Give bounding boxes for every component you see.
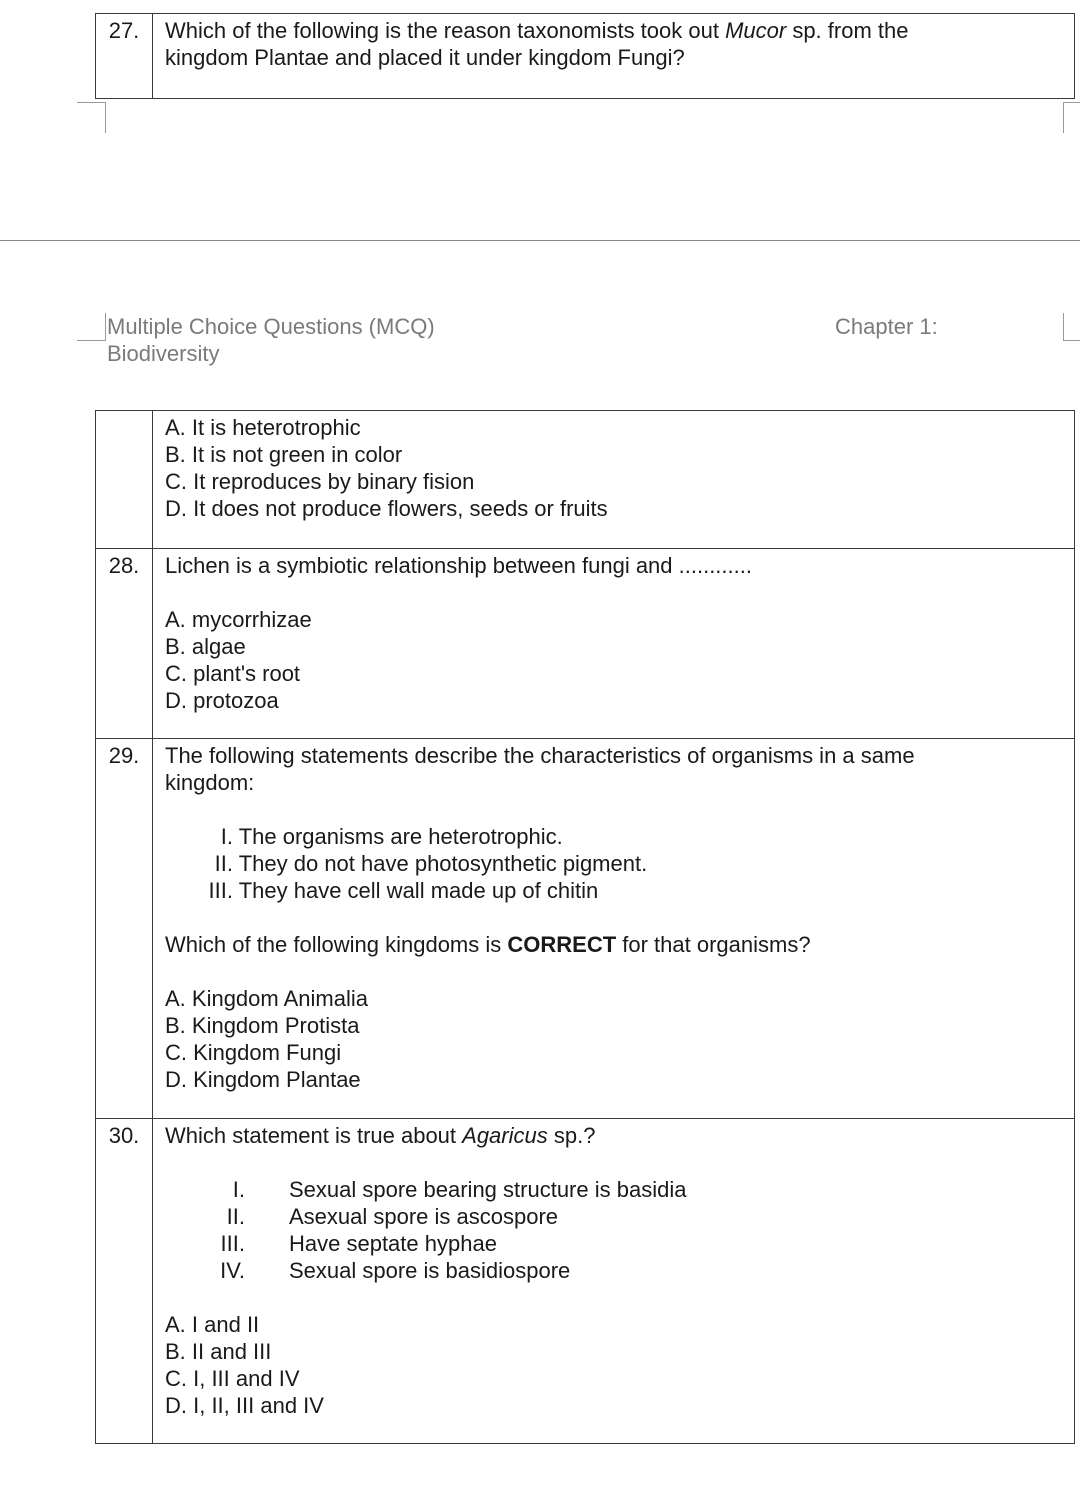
roman-numeral: I.	[220, 824, 233, 849]
crop-mark	[1063, 102, 1080, 133]
question-number: 29.	[96, 739, 153, 1119]
question-text-part: Which statement is true about	[165, 1123, 463, 1148]
option-b: B. II and III	[165, 1339, 272, 1364]
roman-numeral: I.	[232, 1177, 245, 1202]
statement-item	[165, 823, 1064, 850]
option-a: A. mycorrhizae	[165, 607, 312, 632]
crop-mark	[77, 102, 106, 133]
question-text-part: sp. from the	[786, 18, 909, 43]
statement-text: Sexual spore bearing structure is basidia	[289, 1177, 687, 1202]
question-number: 28.	[96, 549, 153, 739]
question-29-row	[96, 739, 1075, 1119]
statement-text: Asexual spore is ascospore	[289, 1204, 559, 1229]
question-number: 30.	[96, 1119, 153, 1444]
options-list	[153, 411, 1075, 549]
page-header-left	[107, 313, 435, 367]
statement-item	[165, 1257, 1064, 1284]
roman-numeral: IV.	[220, 1258, 245, 1283]
question-number: 27.	[96, 14, 153, 99]
statement-item	[165, 1230, 1064, 1257]
questions-table	[95, 410, 1075, 1444]
option-d: D. I, II, III and IV	[165, 1393, 324, 1418]
ask-emphasis: CORRECT	[507, 932, 617, 957]
question-text: The following statements describe the characteristics of organisms in a same	[165, 743, 915, 768]
statement-text: Have septate hyphae	[289, 1231, 497, 1256]
option-a: A. I and II	[165, 1312, 260, 1337]
roman-numeral: III.	[220, 1231, 245, 1256]
option-c: C. Kingdom Fungi	[165, 1040, 342, 1065]
question-27-options-row	[96, 411, 1075, 549]
question-text: Lichen is a symbiotic relationship between fungi and ............	[165, 553, 752, 578]
species-name: Agaricus	[462, 1123, 548, 1148]
question-text-part: Which of the following is the reason taxonomists took out	[165, 18, 726, 43]
question-number-empty	[96, 411, 153, 549]
header-subtitle: Biodiversity	[107, 341, 220, 366]
crop-mark	[77, 313, 106, 341]
question-30-row	[96, 1119, 1075, 1444]
statement-text: They do not have photosynthetic pigment.	[238, 851, 648, 876]
question-text	[153, 14, 1075, 99]
roman-numeral: III.	[208, 878, 233, 903]
statement-item	[165, 1176, 1064, 1203]
page-break-divider	[0, 240, 1080, 241]
question-ask	[165, 931, 1064, 958]
statement-text: The organisms are heterotrophic.	[238, 824, 563, 849]
question-body	[153, 1119, 1075, 1444]
species-name: Mucor	[725, 18, 787, 43]
statement-item	[165, 877, 1064, 904]
statement-text: They have cell wall made up of chitin	[238, 878, 599, 903]
option-c: C. I, III and IV	[165, 1366, 300, 1391]
option-d: D. protozoa	[165, 688, 279, 713]
option-b: B. algae	[165, 634, 246, 659]
question-27-table	[95, 13, 1075, 99]
question-text-part: sp.?	[547, 1123, 596, 1148]
ask-text: for that organisms?	[616, 932, 811, 957]
option-d: D. Kingdom Plantae	[165, 1067, 361, 1092]
question-body	[153, 739, 1075, 1119]
question-28-row	[96, 549, 1075, 739]
header-title: Multiple Choice Questions (MCQ)	[107, 314, 435, 339]
option-b: B. It is not green in color	[165, 442, 403, 467]
statement-item	[165, 1203, 1064, 1230]
statement-text: Sexual spore is basidiospore	[289, 1258, 571, 1283]
option-a: A. Kingdom Animalia	[165, 986, 368, 1011]
question-text	[165, 1122, 1064, 1149]
option-c: C. It reproduces by binary fision	[165, 469, 475, 494]
ask-text: Which of the following kingdoms is	[165, 932, 508, 957]
option-b: B. Kingdom Protista	[165, 1013, 360, 1038]
option-a: A. It is heterotrophic	[165, 415, 361, 440]
question-text-line: kingdom Plantae and placed it under kingdom Fungi?	[165, 45, 685, 70]
roman-numeral: II.	[226, 1204, 245, 1229]
question-text: kingdom:	[165, 770, 255, 795]
option-d: D. It does not produce flowers, seeds or fruits	[165, 496, 608, 521]
question-body	[153, 549, 1075, 739]
page-header-right: Chapter 1:	[835, 314, 938, 339]
roman-numeral: II.	[214, 851, 233, 876]
option-c: C. plant's root	[165, 661, 301, 686]
statement-item	[165, 850, 1064, 877]
crop-mark	[1063, 313, 1080, 341]
